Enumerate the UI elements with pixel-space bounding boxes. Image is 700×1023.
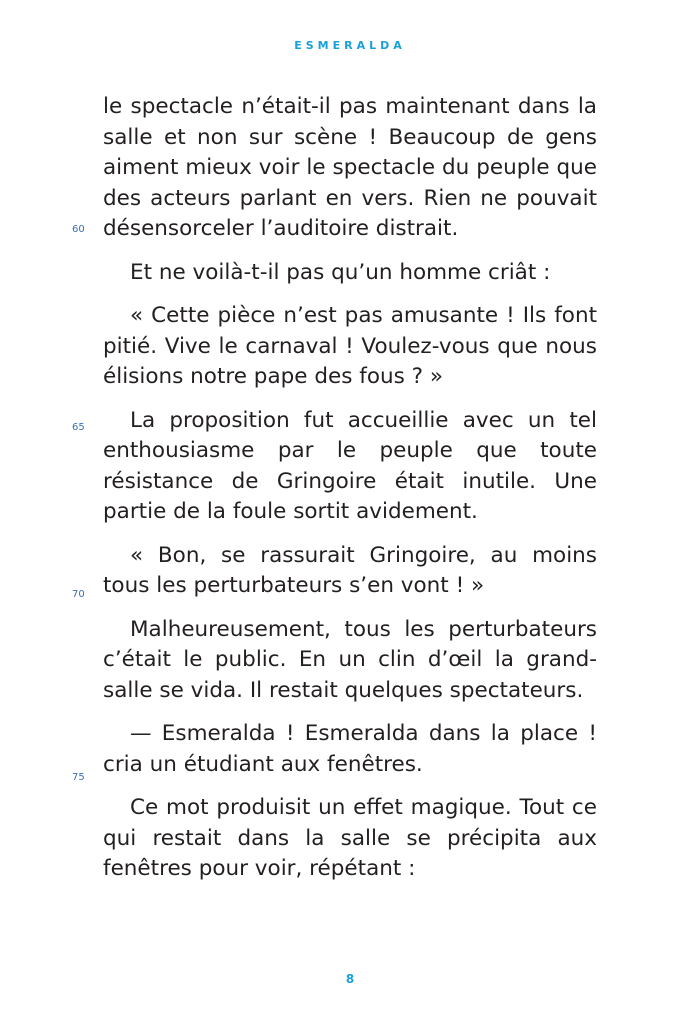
paragraph: Malheureusement, tous les perturbateurs c’était le public. En un clin d’œil la grand-salle se vida. Il restait quelques spectateurs. <box>103 616 597 703</box>
body-text <box>103 92 597 898</box>
running-header: ESMERALDA <box>294 39 406 52</box>
line-number: 60 <box>72 224 85 235</box>
paragraph: Ce mot produisit un effet magique. Tout ce qui restait dans la salle se précipita aux fenêtres pour voir, répétant : <box>103 795 597 881</box>
paragraph: La proposition fut accueillie avec un tel enthousiasme par le peuple que toute résistance de Gringoire était inutile. Une partie de la foule sortit avidement. <box>103 407 597 524</box>
paragraph: — Esmeralda ! Esmeralda dans la place ! cria un étudiant aux fenêtres. <box>103 721 597 777</box>
line-number: 75 <box>72 772 85 783</box>
paragraph: le spectacle n’était-il pas maintenant dans la salle et non sur scène ! Beaucoup de gens aiment mieux voir le spectacle du peuple que des acteurs parlant en vers. Rien ne pouvait désensorceler l’auditoire distrait. <box>103 94 597 241</box>
line-number: 65 <box>72 422 85 433</box>
paragraph: « Bon, se rassurait Gringoire, au moins tous les perturbateurs s’en vont ! » <box>103 542 597 598</box>
paragraph: Et ne voilà-t-il pas qu’un homme criât : <box>130 259 551 285</box>
line-number: 70 <box>72 589 85 600</box>
paragraph: « Cette pièce n’est pas amusante ! Ils font pitié. Vive le carnaval ! Voulez-vous que nous élisions notre pape des fous ? » <box>103 303 597 389</box>
page-number: 8 <box>345 972 355 986</box>
